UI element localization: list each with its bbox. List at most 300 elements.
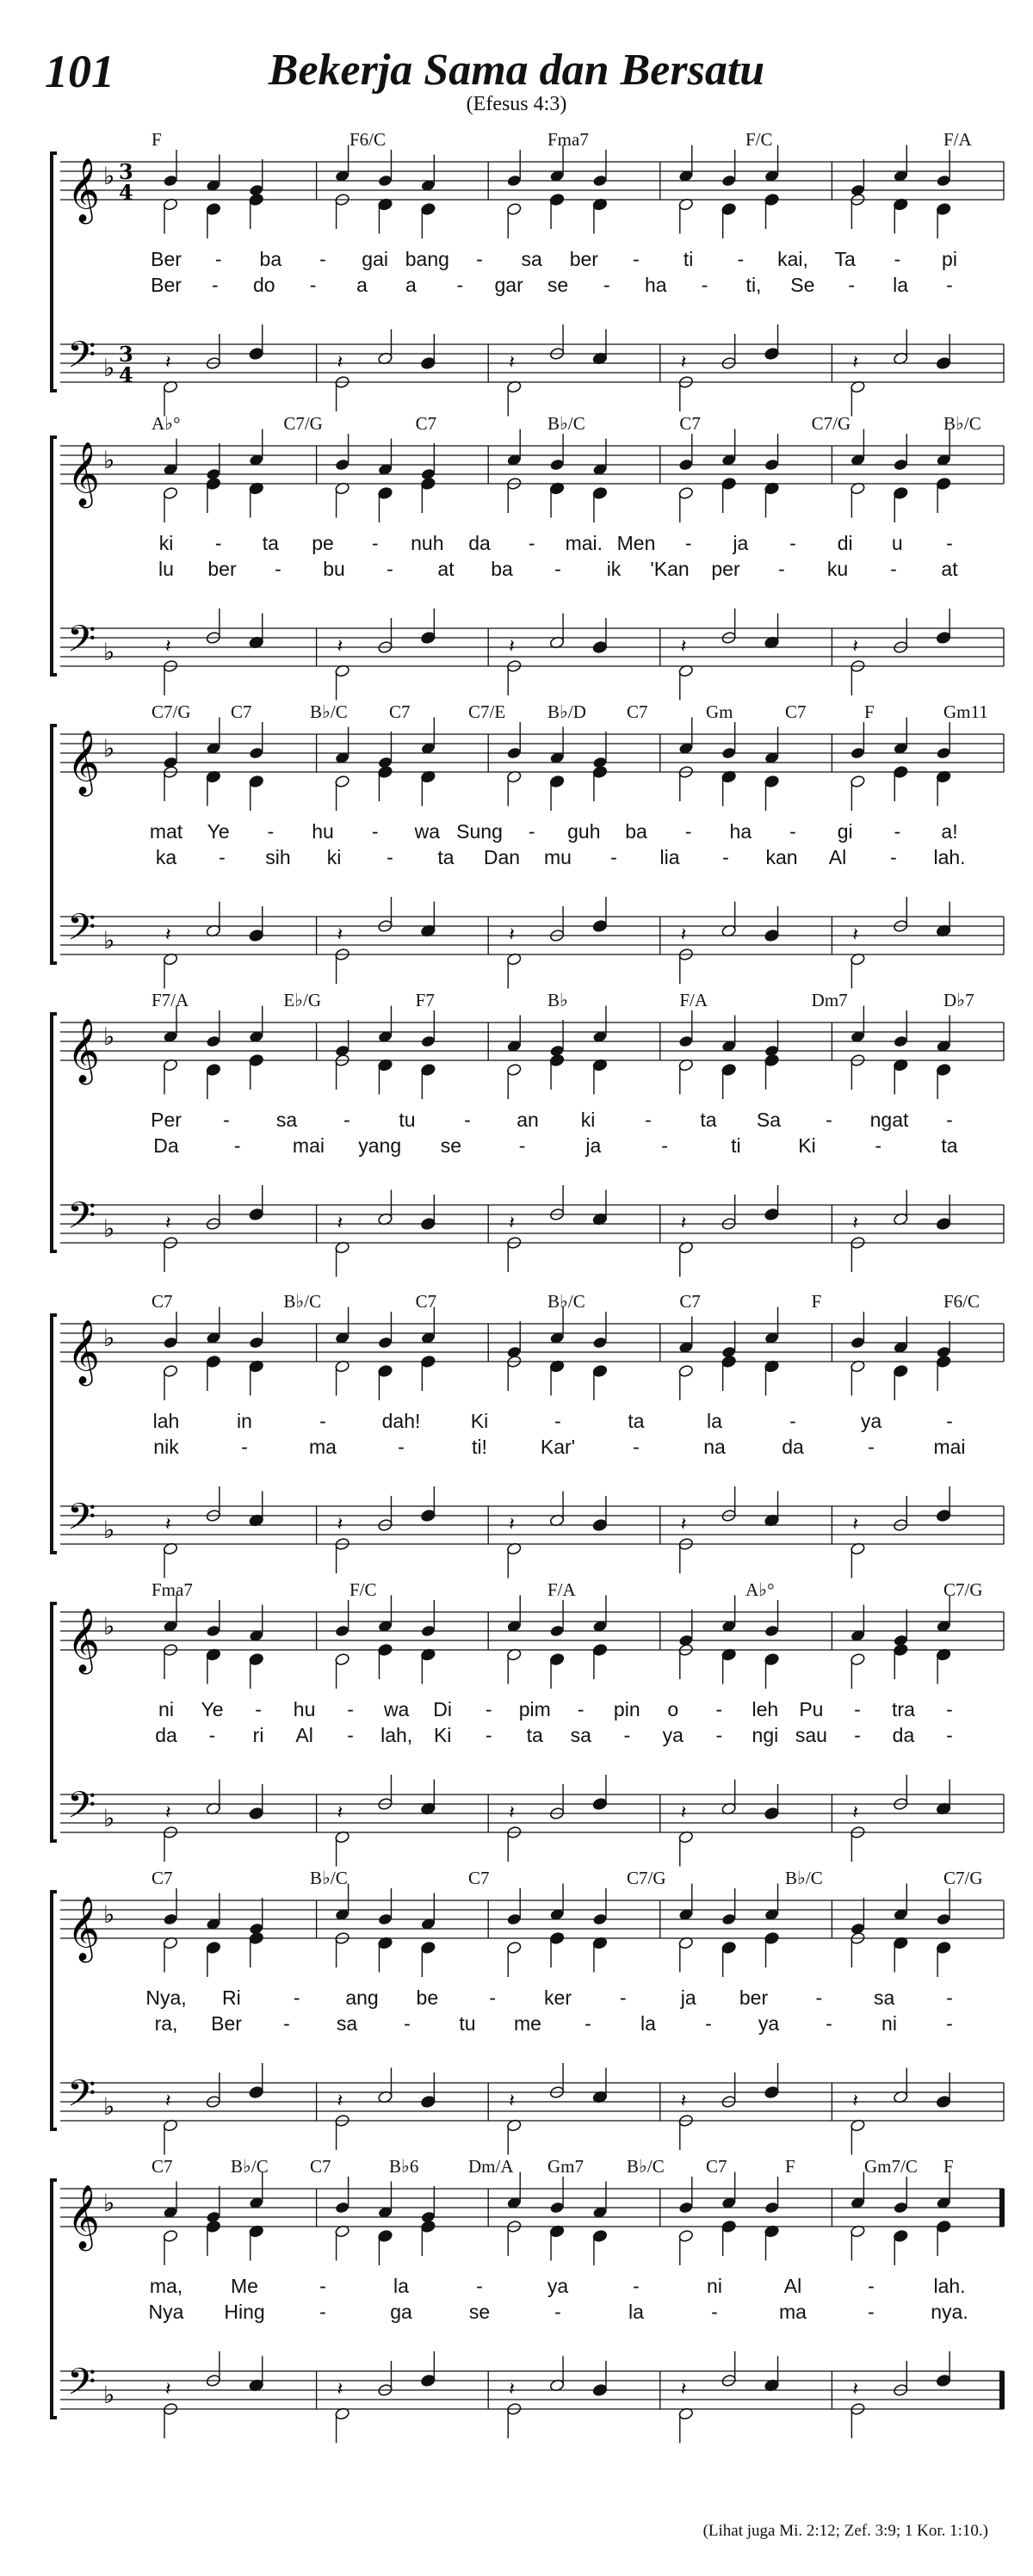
quarter-rest-icon: 𝄽 xyxy=(680,924,687,946)
lyric-line-2-syllable: a xyxy=(405,274,417,296)
chord-symbol: C7 xyxy=(415,1291,437,1312)
lyric-line-2-syllable: da xyxy=(892,1724,915,1746)
lyric-line-2-syllable: ra, xyxy=(154,2012,178,2035)
key-signature-flat-icon: ♭ xyxy=(103,446,115,474)
lyric-line-2-syllable: - xyxy=(701,274,708,296)
lyric-line-1-syllable: ki xyxy=(158,532,174,554)
chord-symbol: Fma7 xyxy=(547,129,589,150)
lyric-line-1-syllable: Ki xyxy=(470,1410,489,1432)
system-bracket xyxy=(52,437,57,675)
system-bracket xyxy=(52,1014,57,1251)
key-signature-flat-icon: ♭ xyxy=(103,1214,115,1243)
lyric-line-2-syllable: ya xyxy=(662,1724,684,1746)
music-system xyxy=(50,1868,1005,2143)
bass-clef-icon: 𝄢 xyxy=(67,2361,96,2412)
music-system xyxy=(50,413,1005,689)
lyric-line-1-syllable: - xyxy=(894,820,901,843)
lyric-line-2-syllable: da xyxy=(782,1436,804,1458)
note-head xyxy=(678,1364,694,1377)
quarter-rest-icon: 𝄽 xyxy=(337,2379,343,2400)
lyric-line-1-syllable: - xyxy=(485,1698,492,1720)
lyric-line-2-syllable: lah. xyxy=(933,846,966,868)
lyric-line-2-syllable: - xyxy=(456,274,464,296)
lyric-line-2-syllable: - xyxy=(219,846,226,868)
treble-clef-icon: 𝄞 xyxy=(67,1019,100,1083)
lyric-line-2-syllable: ja xyxy=(585,1134,602,1157)
note-head xyxy=(249,746,264,759)
bass-clef-icon: 𝄢 xyxy=(67,618,96,670)
hymn-title: Bekerja Sama dan Bersatu xyxy=(268,46,765,95)
chord-symbol: F/C xyxy=(745,129,773,150)
system-bracket xyxy=(52,2180,57,2418)
lyric-line-2-syllable: ki xyxy=(326,846,342,868)
note-head xyxy=(506,202,522,215)
lyric-line-1-syllable: ker xyxy=(544,1986,572,2009)
lyric-line-2-syllable: se xyxy=(440,1134,462,1157)
chord-symbol: F7 xyxy=(415,990,435,1010)
quarter-rest-icon: 𝄽 xyxy=(165,1802,171,1824)
quarter-rest-icon: 𝄽 xyxy=(337,352,343,374)
lyric-line-1-syllable: Ye xyxy=(201,1698,224,1720)
quarter-rest-icon: 𝄽 xyxy=(680,2091,687,2112)
lyric-line-1-syllable: mai. xyxy=(565,532,603,554)
note-head xyxy=(721,746,737,759)
lyric-line-1-syllable: - xyxy=(319,1410,326,1432)
note-head xyxy=(850,746,865,759)
lyric-line-2-syllable: nya. xyxy=(931,2301,968,2323)
note-head xyxy=(764,458,780,471)
note-head xyxy=(893,1643,908,1656)
bass-clef-icon: 𝄢 xyxy=(67,1784,96,1836)
lyric-line-2-syllable: ba xyxy=(491,558,513,580)
lyric-line-1-syllable: Ta xyxy=(834,248,856,270)
note-head xyxy=(893,2229,908,2242)
note-head xyxy=(936,2220,951,2233)
chord-symbol: Gm xyxy=(706,701,733,722)
music-system xyxy=(50,1579,1005,1855)
lyric-line-1-syllable: ta xyxy=(700,1109,717,1131)
bass-clef-icon: 𝄢 xyxy=(67,906,96,958)
music-system xyxy=(50,990,1005,1265)
note-head xyxy=(592,1912,608,1925)
chord-symbol: E♭/G xyxy=(283,990,322,1010)
chord-symbol: B♭/C xyxy=(547,1291,585,1312)
note-head xyxy=(936,1217,951,1230)
note-head xyxy=(249,1208,264,1220)
note-head xyxy=(936,356,951,369)
lyric-line-2-syllable: per xyxy=(711,558,740,580)
lyric-line-2-syllable: ma xyxy=(309,1436,337,1458)
lyric-line-2-syllable: Da xyxy=(153,1134,179,1157)
quarter-rest-icon: 𝄽 xyxy=(165,2379,171,2400)
lyric-line-1-syllable: - xyxy=(684,820,692,843)
note-head xyxy=(163,174,178,187)
note-head xyxy=(549,1624,565,1637)
lyric-line-2-syllable: - xyxy=(890,846,897,868)
lyric-line-1-syllable: pim xyxy=(518,1698,551,1720)
lyric-line-1-syllable: - xyxy=(554,1410,561,1432)
music-system xyxy=(50,2156,1005,2431)
lyric-line-1-syllable: tu xyxy=(399,1109,416,1131)
note-head xyxy=(249,929,264,942)
note-head xyxy=(592,1643,608,1656)
chord-symbol: C7 xyxy=(152,1868,173,1888)
note-head xyxy=(764,1807,780,1819)
note-head xyxy=(549,458,565,471)
key-signature-flat-icon: ♭ xyxy=(103,1804,115,1832)
lyric-line-2-syllable: lah, xyxy=(380,1724,413,1746)
chord-symbol: C7 xyxy=(152,2156,173,2177)
lyric-line-1-syllable: - xyxy=(826,1109,832,1131)
note-head xyxy=(420,2095,436,2108)
note-head xyxy=(420,356,436,369)
chord-symbol: C7 xyxy=(231,701,252,722)
lyric-line-1-syllable: Men xyxy=(616,532,656,554)
lyric-line-1-syllable: sa xyxy=(874,1986,895,2009)
lyric-line-2-syllable: - xyxy=(854,1724,861,1746)
lyric-line-2-syllable: Ber xyxy=(151,274,182,296)
note-head xyxy=(893,2201,908,2214)
chord-symbol: F7/A xyxy=(152,990,189,1010)
quarter-rest-icon: 𝄽 xyxy=(680,1213,687,1234)
lyric-line-2-syllable: - xyxy=(890,558,897,580)
lyric-line-2-syllable: lu xyxy=(158,558,174,580)
chord-symbol: F/A xyxy=(943,129,972,150)
note-head xyxy=(249,775,264,788)
lyric-line-1-syllable: - xyxy=(223,1109,230,1131)
lyric-line-1-syllable: an xyxy=(516,1109,539,1131)
lyric-line-2-syllable: ber xyxy=(207,558,237,580)
note-head xyxy=(420,631,436,644)
chord-symbol: C7 xyxy=(468,1868,490,1888)
lyric-line-2-syllable: a xyxy=(356,274,368,296)
chord-symbol: C7 xyxy=(706,2156,727,2177)
lyric-line-1-syllable: gai xyxy=(362,248,389,270)
scripture-reference: (Efesus 4:3) xyxy=(466,93,567,115)
chord-symbol: A♭° xyxy=(745,1579,775,1600)
lyric-line-1-syllable: Nya, xyxy=(145,1986,187,2009)
lyric-line-2-syllable: - xyxy=(309,274,317,296)
note-head xyxy=(592,486,608,499)
note-head xyxy=(249,1931,264,1944)
lyric-line-2-syllable: at xyxy=(941,558,958,580)
lyric-line-2-syllable: - xyxy=(387,558,393,580)
lyric-line-2-syllable: at xyxy=(437,558,455,580)
lyric-line-1-syllable: hu xyxy=(312,820,334,843)
lyric-line-2-syllable: lia xyxy=(659,846,680,868)
key-signature-flat-icon: ♭ xyxy=(103,734,115,763)
note-head xyxy=(506,746,522,759)
chord-symbol: F6/C xyxy=(349,129,387,150)
lyric-line-1-syllable: nuh xyxy=(411,532,444,554)
music-system xyxy=(50,1291,1005,1566)
note-head xyxy=(850,1336,865,1349)
treble-clef-icon: 𝄞 xyxy=(67,2185,100,2249)
lyric-line-2-syllable: 'Kan xyxy=(650,558,690,580)
system-bracket xyxy=(52,1603,57,1841)
note-head xyxy=(206,2220,221,2233)
quarter-rest-icon: 𝄽 xyxy=(852,1802,859,1824)
lyric-line-2-syllable: - xyxy=(241,1436,248,1458)
system-bracket xyxy=(52,1315,57,1553)
lyric-line-1-syllable: la xyxy=(707,1410,722,1432)
chord-symbol: F xyxy=(785,2156,795,2177)
note-head xyxy=(721,477,737,490)
quarter-rest-icon: 𝄽 xyxy=(337,1802,343,1824)
note-head xyxy=(592,640,608,653)
quarter-rest-icon: 𝄽 xyxy=(165,2091,171,2112)
quarter-rest-icon: 𝄽 xyxy=(165,1514,171,1535)
lyric-line-1-syllable: - xyxy=(371,820,379,843)
chord-symbol: C7 xyxy=(627,701,648,722)
lyric-line-1-syllable: - xyxy=(946,1410,953,1432)
note-head xyxy=(721,1355,737,1368)
lyric-line-1-syllable: di xyxy=(837,532,853,554)
note-head xyxy=(249,193,264,206)
note-head xyxy=(893,458,908,471)
lyric-line-1-syllable: ba xyxy=(625,820,647,843)
lyric-line-1-syllable: ni xyxy=(158,1698,174,1720)
lyric-line-2-syllable: da xyxy=(155,1724,177,1746)
lyric-line-2-syllable: - xyxy=(946,274,953,296)
lyric-line-2-syllable: kan xyxy=(765,846,798,868)
lyric-line-2-syllable: - xyxy=(208,1724,216,1746)
lyric-line-1-syllable: - xyxy=(293,1986,300,2009)
quarter-rest-icon: 𝄽 xyxy=(680,1802,687,1824)
chord-symbol: Dm/A xyxy=(468,2156,514,2177)
lyric-line-2-syllable: mai xyxy=(292,1134,325,1157)
lyric-line-2-syllable: - xyxy=(722,846,729,868)
lyric-line-2-syllable: - xyxy=(319,2301,326,2323)
note-head xyxy=(206,1355,221,1368)
lyric-line-2-syllable: - xyxy=(398,1436,405,1458)
lyric-line-1-syllable: mat xyxy=(149,820,183,843)
note-head xyxy=(678,2201,694,2214)
lyric-line-2-syllable: la xyxy=(628,2301,644,2323)
chord-symbol: B♭/D xyxy=(547,701,586,722)
lyric-line-1-syllable: kai, xyxy=(777,248,808,270)
treble-clef-icon: 𝄞 xyxy=(67,1609,100,1672)
note-head xyxy=(549,775,565,788)
lyric-line-2-syllable: - xyxy=(610,846,617,868)
treble-clef-icon: 𝄞 xyxy=(67,158,100,222)
lyric-line-1-syllable: - xyxy=(267,820,275,843)
chord-symbol: Gm7 xyxy=(547,2156,584,2177)
note-head xyxy=(206,202,221,215)
lyric-line-2-syllable: ga xyxy=(390,2301,412,2323)
note-head xyxy=(549,2201,565,2214)
quarter-rest-icon: 𝄽 xyxy=(680,352,687,374)
lyric-line-2-syllable: - xyxy=(212,274,219,296)
quarter-rest-icon: 𝄽 xyxy=(165,1213,171,1234)
lyric-line-2-syllable: mai xyxy=(933,1436,966,1458)
note-head xyxy=(936,1912,951,1925)
lyric-line-1-syllable: - xyxy=(255,1698,262,1720)
lyric-line-1-syllable: - xyxy=(946,1986,953,2009)
lyric-line-2-syllable: - xyxy=(404,2012,411,2035)
lyric-line-1-syllable: a! xyxy=(941,820,958,843)
lyric-line-2-syllable: - xyxy=(603,274,610,296)
staff-graphics xyxy=(50,2156,1005,2431)
quarter-rest-icon: 𝄽 xyxy=(509,1802,515,1824)
lyric-line-2-syllable: - xyxy=(233,1134,241,1157)
lyric-line-1-syllable: Al xyxy=(783,2275,802,2297)
note-head xyxy=(764,775,780,788)
lyric-line-1-syllable: ber xyxy=(569,248,598,270)
lyric-line-1-syllable: - xyxy=(854,1698,861,1720)
note-head xyxy=(420,1355,436,1368)
lyric-line-2-syllable: - xyxy=(826,2012,832,2035)
lyric-line-1-syllable: da xyxy=(468,532,491,554)
lyric-line-2-syllable: Ki xyxy=(798,1134,816,1157)
lyric-line-1-syllable: - xyxy=(489,1986,496,2009)
lyric-line-2-syllable: - xyxy=(875,1134,882,1157)
chord-symbol: B♭ xyxy=(547,990,568,1010)
lyric-line-1-syllable: - xyxy=(476,248,483,270)
chord-symbol: C7/G xyxy=(811,413,851,434)
time-signature-bottom: 4 xyxy=(119,362,133,387)
note-head xyxy=(764,1624,780,1637)
lyric-line-1-syllable: Di xyxy=(433,1698,453,1720)
lyric-line-1-syllable: - xyxy=(347,1698,354,1720)
quarter-rest-icon: 𝄽 xyxy=(509,1514,515,1535)
note-head xyxy=(592,2229,608,2242)
lyric-line-2-syllable: - xyxy=(554,2301,561,2323)
bass-clef-icon: 𝄢 xyxy=(67,1496,96,1547)
lyric-line-2-syllable: - xyxy=(283,2012,290,2035)
note-head xyxy=(936,2095,951,2108)
note-head xyxy=(678,2229,694,2242)
lyric-line-2-syllable: tu xyxy=(459,2012,476,2035)
lyric-line-2-syllable: na xyxy=(703,1436,726,1458)
note-head xyxy=(678,1035,694,1047)
quarter-rest-icon: 𝄽 xyxy=(680,2379,687,2400)
lyric-line-2-syllable: ti! xyxy=(472,1436,487,1458)
key-signature-flat-icon: ♭ xyxy=(103,354,115,382)
treble-clef-icon: 𝄞 xyxy=(67,731,100,794)
quarter-rest-icon: 𝄽 xyxy=(165,636,171,658)
key-signature-flat-icon: ♭ xyxy=(103,638,115,666)
note-head xyxy=(764,193,780,206)
lyric-line-1-syllable: - xyxy=(715,1698,723,1720)
note-head xyxy=(335,775,350,788)
lyric-line-2-syllable: - xyxy=(705,2012,712,2035)
note-head xyxy=(721,174,737,187)
lyric-line-1-syllable: - xyxy=(619,1986,627,2009)
lyric-line-1-syllable: Me xyxy=(231,2275,258,2297)
lyric-line-2-syllable: - xyxy=(868,2301,875,2323)
note-head xyxy=(335,1624,350,1637)
chord-symbol: C7 xyxy=(785,701,807,722)
note-head xyxy=(378,486,393,499)
lyric-line-2-syllable: sih xyxy=(265,846,291,868)
note-head xyxy=(378,1912,393,1925)
key-signature-flat-icon: ♭ xyxy=(103,162,115,190)
lyric-line-2-syllable: ti, xyxy=(745,274,762,296)
system-bracket xyxy=(52,153,57,391)
lyric-line-1-syllable: ba xyxy=(259,248,282,270)
treble-clef-icon: 𝄞 xyxy=(67,1897,100,1961)
note-head xyxy=(378,1364,393,1377)
time-signature-top: 3 xyxy=(119,342,133,367)
lyric-line-2-syllable: - xyxy=(778,558,785,580)
note-head xyxy=(592,1336,608,1349)
note-head xyxy=(506,1912,522,1925)
quarter-rest-icon: 𝄽 xyxy=(509,1213,515,1234)
lyric-line-2-syllable: Al xyxy=(828,846,847,868)
lyric-line-1-syllable: pe xyxy=(312,532,334,554)
lyric-line-2-syllable: Ber xyxy=(211,2012,242,2035)
lyric-line-2-syllable: gar xyxy=(494,274,523,296)
note-head xyxy=(936,202,951,215)
chord-symbol: F xyxy=(811,1291,822,1312)
lyric-line-1-syllable: - xyxy=(815,1986,823,2009)
chord-symbol: F6/C xyxy=(943,1291,980,1312)
lyric-line-1-syllable: ya xyxy=(860,1410,882,1432)
note-head xyxy=(764,347,780,360)
note-head xyxy=(249,1652,264,1665)
lyric-line-1-syllable: ma, xyxy=(149,2275,183,2297)
lyric-line-2-syllable: ik xyxy=(606,558,622,580)
lyric-line-1-syllable: - xyxy=(214,532,222,554)
key-signature-flat-icon: ♭ xyxy=(103,1022,115,1051)
lyric-line-2-syllable: ta xyxy=(526,1724,543,1746)
lyric-line-2-syllable: - xyxy=(275,558,281,580)
chord-symbol: F/A xyxy=(547,1579,576,1600)
lyric-line-2-syllable: nik xyxy=(153,1436,179,1458)
chord-symbol: A♭° xyxy=(152,413,181,434)
lyric-line-2-syllable: la xyxy=(640,2012,656,2035)
lyric-line-2-syllable: - xyxy=(711,2301,718,2323)
note-head xyxy=(420,1624,436,1637)
chord-symbol: B♭/C xyxy=(627,2156,665,2177)
time-signature-top: 3 xyxy=(119,159,133,184)
lyric-line-2-syllable: ngi xyxy=(752,1724,779,1746)
note-head xyxy=(850,1652,865,1665)
note-head xyxy=(249,1053,264,1066)
lyric-line-2-syllable: sa xyxy=(570,1724,591,1746)
quarter-rest-icon: 𝄽 xyxy=(509,636,515,658)
lyric-line-2-syllable: la xyxy=(893,274,909,296)
lyric-line-1-syllable: - xyxy=(633,248,640,270)
lyric-line-1-syllable: - xyxy=(946,1109,953,1131)
lyric-line-2-syllable: - xyxy=(585,2012,591,2035)
note-head xyxy=(936,477,951,490)
note-head xyxy=(764,1053,780,1066)
note-head xyxy=(420,1941,436,1954)
chord-symbol: Fma7 xyxy=(152,1579,193,1600)
chord-symbol: C7 xyxy=(310,2156,331,2177)
lyric-line-2-syllable: - xyxy=(868,1436,875,1458)
lyric-line-2-syllable: se xyxy=(468,2301,491,2323)
note-head xyxy=(721,202,737,215)
chord-symbol: B♭/C xyxy=(283,1291,322,1312)
quarter-rest-icon: 𝄽 xyxy=(165,352,171,374)
lyric-line-2-syllable: ha xyxy=(644,274,667,296)
quarter-rest-icon: 𝄽 xyxy=(852,636,859,658)
lyric-line-1-syllable: ki xyxy=(580,1109,596,1131)
chord-symbol: B♭/C xyxy=(310,701,348,722)
note-head xyxy=(592,919,608,932)
lyric-line-1-syllable: - xyxy=(319,2275,326,2297)
lyric-line-2-syllable: - xyxy=(387,846,393,868)
chord-symbol: D♭7 xyxy=(943,990,974,1010)
lyric-line-1-syllable: pi xyxy=(942,248,957,270)
note-head xyxy=(936,1063,951,1076)
chord-symbol: C7/G xyxy=(152,701,191,722)
note-head xyxy=(163,486,178,499)
lyric-line-1-syllable: Pu xyxy=(799,1698,824,1720)
